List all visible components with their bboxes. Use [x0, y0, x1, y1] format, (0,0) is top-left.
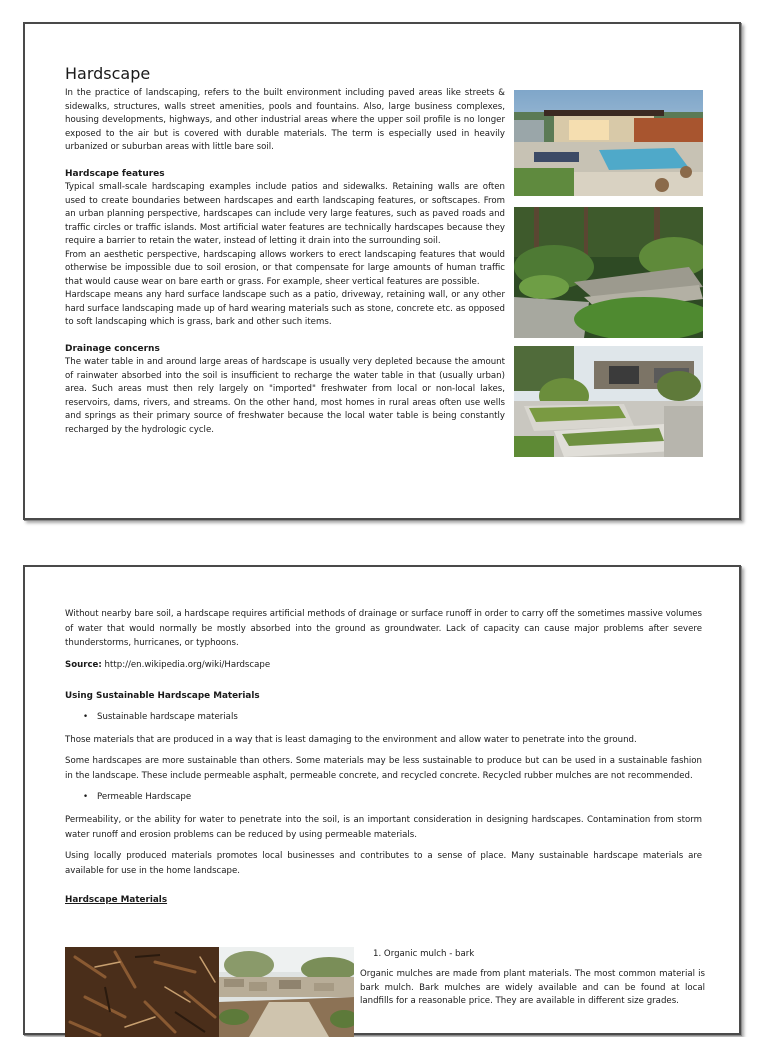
sustainable-definition: Those materials that are produced in a way that is least damaging to the environment and allow water to penetrate into the ground.	[65, 734, 637, 745]
sustainable-paragraph: Some hardscapes are more sustainable than others. Some materials may be less sustainable to produce but can be used in a sustainable fashion in the landscape. These include permeable asphalt, permeable concrete, and recycled concrete. Recycled rubber mulches are not recommended.	[65, 756, 702, 781]
bullet-permeable-hardscape: • Permeable Hardscape	[65, 790, 702, 804]
material-item-1-description: Organic mulches are made from plant materials. The most common material is bark mulch. Bark mulches are widely available and can be found at local landfills for a reasonable price. They are available in different size grades.	[360, 969, 705, 1006]
features-paragraph-3: Hardscape means any hard surface landscape such as a patio, driveway, retaining wall, or any other hard surface landscaping made up of hard wearing materials such as stone, concrete etc. as opposed to soft landscaping which is grass, bark and other such items.	[65, 290, 505, 327]
local-materials-paragraph: Using locally produced materials promotes local businesses and contributes to a sense of place. Many sustainable hardscape materials are available for use in the home landscape.	[65, 851, 702, 876]
drainage-paragraph: The water table in and around large areas of hardscape is usually very depleted because the amount of rainwater absorbed into the soil is insufficient to recharge the water table in that (usually urban) area. Such areas must then rely largely on "imported" freshwater from local or non-local lakes, reservoirs, dams, rivers, and streams. On the other hand, most homes in rural areas often use wells and springs as their primary source of freshwater because the local water table is being constantly recharged by the hydrologic cycle.	[65, 357, 505, 435]
features-heading: Hardscape features	[65, 168, 165, 179]
page-title: Hardscape	[65, 64, 151, 83]
document-page-2	[23, 565, 741, 1035]
source-line	[65, 658, 702, 672]
intro-paragraph: In the practice of landscaping, refers to the built environment including paved areas like streets & sidewalks, structures, walls street amenities, pools and fountains. Also, large business complexes, housing developments, highways, and other industrial areas where the upper soil profile is no longer exposed to the air but is covered with durable materials. The term is especially used in heavily urbanized or suburban areas with little bare soil.	[65, 88, 505, 152]
document-page-1	[23, 22, 741, 520]
permeability-paragraph: Permeability, or the ability for water to penetrate into the soil, is an important consideration in designing hardscapes. Contamination from storm water runoff and erosion problems can be reduced by using permeable materials.	[65, 815, 702, 840]
drainage-heading: Drainage concerns	[65, 343, 160, 354]
photo-modern-house-pool	[514, 90, 703, 196]
material-item-1: 1. Organic mulch - bark	[373, 949, 475, 959]
page2-text-column	[65, 607, 702, 905]
materials-text	[360, 947, 705, 1009]
photo-concrete-planters	[514, 346, 703, 457]
materials-heading: Hardscape Materials	[65, 895, 168, 905]
source-label: Source:	[65, 659, 102, 670]
page1-text-column	[65, 64, 505, 437]
bullet-sustainable-materials: • Sustainable hardscape materials	[65, 710, 702, 724]
sustainable-heading: Using Sustainable Hardscape Materials	[65, 690, 260, 701]
photo-garden-stone-steps	[514, 207, 703, 338]
features-paragraph-2: From an aesthetic perspective, hardscaping allows workers to erect landscaping features that would otherwise be impossible due to soil erosion, or that compensate for large amounts of human traffic that would cause wear on bare earth or grass. For example, sheer vertical features are possible.	[65, 249, 505, 287]
source-link[interactable]: http://en.wikipedia.org/wiki/Hardscape	[104, 659, 271, 670]
runoff-paragraph: Without nearby bare soil, a hardscape requires artificial methods of drainage or surface runoff in order to carry off the sometimes massive volumes of water that would normally be mostly absorbed into the ground as groundwater. Lack of capacity can cause major problems after severe thunderstorms, hurricanes, or typhoons.	[65, 609, 702, 648]
features-paragraph-1: Typical small-scale hardscaping examples include patios and sidewalks. Retaining walls are often used to create boundaries between hardscapes and earth landscaping features, or softscapes. From an urban planning perspective, hardscapes can include very large features, such as paved roads and traffic circles or traffic islands. Most artificial water features are technically hardscapes because they require a barrier to retain the water, instead of letting it drain into the surrounding soil.	[65, 182, 505, 246]
